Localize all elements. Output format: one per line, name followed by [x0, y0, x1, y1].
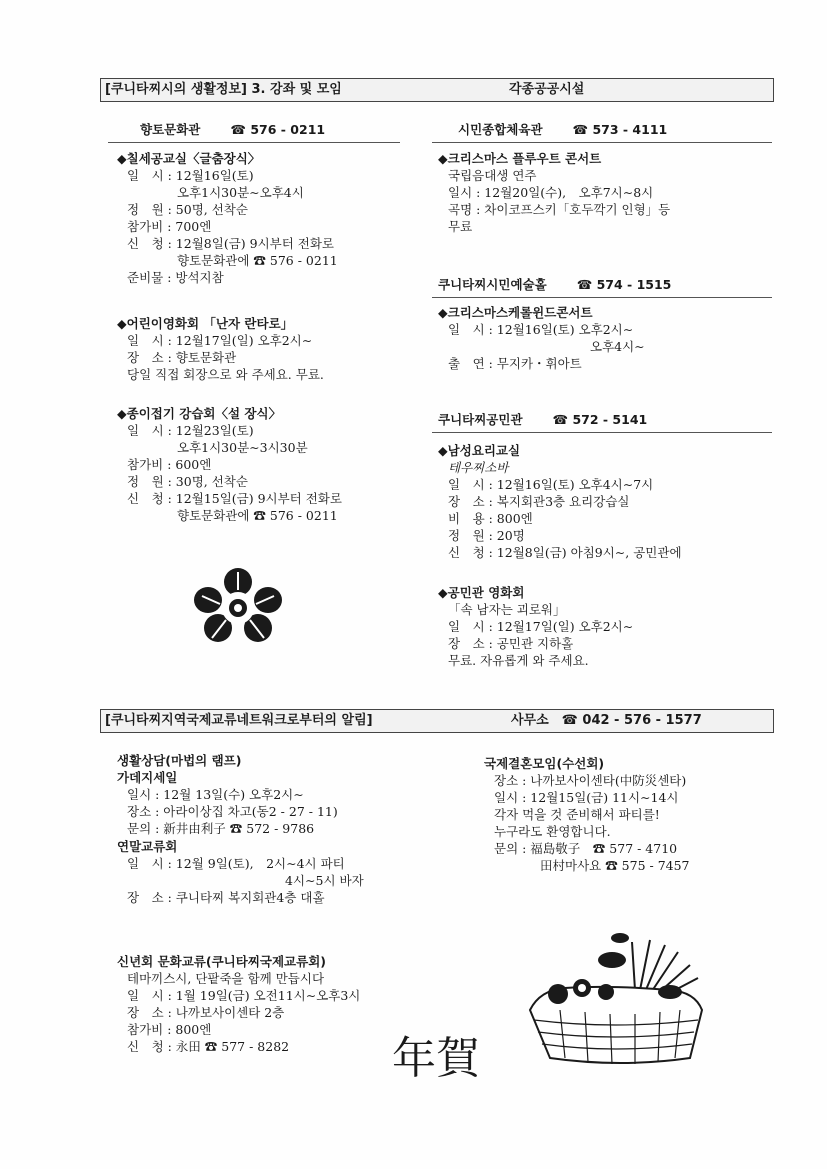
event-men-cooking [438, 442, 682, 561]
divider [432, 432, 772, 433]
event-line: 장 소 : 쿠니타찌 복지회관4층 대홀 [127, 890, 325, 905]
event-line: 일 시 : 12월23일(토) [127, 423, 254, 438]
event-title: ◆크리스마스케롤윈드콘서트 [438, 305, 593, 320]
event-line: 신 청 : 12월8일(금) 아침9시∼, 공민관에 [448, 545, 682, 560]
event-line: 신 청 : 12월8일(금) 9시부터 전화로 [127, 236, 334, 251]
event-new-year-culture [117, 953, 360, 1055]
event-line: 장 소 : 향토문화관 [127, 350, 237, 365]
event-kids-movie [117, 315, 324, 383]
section-header-living-info [100, 78, 774, 102]
header-title: [쿠니타찌지역국제교류네트워크로부터의 알림] [105, 713, 373, 728]
event-line: 테마끼스시, 단팥죽을 함께 만듭시다 [127, 971, 325, 986]
event-line: 일 시 : 12월17일(일) 오후2시∼ [127, 333, 313, 348]
event-community-movie [438, 584, 633, 669]
event-title: ◆남성요리교실 [438, 443, 521, 458]
divider [432, 297, 772, 298]
event-title: ◆어린이영화회 「난자 란타로」 [117, 316, 294, 331]
event-line: 문의 : 新井由利子 ☎ 572 - 9786 [127, 821, 315, 836]
divider [108, 142, 400, 143]
event-line: 일 시 : 12월 9일(토), 2시∼4시 파티 [127, 856, 345, 871]
facility-name: 향토문화관 [140, 122, 201, 137]
facility-tel: ☎ 572 - 5141 [552, 412, 648, 427]
event-line: 「속 남자는 괴로워」 [448, 602, 566, 617]
event-line: 문의 : 福島敬子 ☎ 577 - 4710 [494, 841, 678, 856]
event-line: 정 원 : 20명 [448, 528, 525, 543]
event-line: 장 소 : 복지회관3층 요리강습실 [448, 494, 630, 509]
event-origami [117, 405, 342, 524]
event-line: 장 소 : 공민관 지하홀 [448, 636, 574, 651]
event-line: 준비물 : 방석지참 [127, 270, 224, 285]
event-carol-concert [438, 304, 645, 372]
header-title: [쿠니타찌시의 생활정보] 3. 강좌 및 모임 [105, 82, 342, 97]
facility-heading-gym [458, 120, 667, 138]
facility-heading-community-center [438, 410, 647, 428]
event-line: 일시 : 12월20일(수), 오후7시∼8시 [448, 185, 654, 200]
header-office-tel: 사무소 ☎ 042 - 576 - 1577 [511, 713, 702, 728]
event-line: 신 청 : 永田 ☎ 577 - 8282 [127, 1039, 290, 1054]
event-line: 정 원 : 30명, 선착순 [127, 474, 248, 489]
event-line: 정 원 : 50명, 선착순 [127, 202, 248, 217]
event-line: 참가비 : 700엔 [127, 219, 212, 234]
flower-ornament-icon [190, 568, 286, 646]
event-title: ◆크리스마스 플루우트 콘서트 [438, 151, 602, 166]
event-line: 비 용 : 800엔 [448, 511, 533, 526]
event-line: 오후1시30분∼오후4시 [177, 185, 304, 200]
event-title: 신년회 문화교류(쿠니타찌국제교류회) [117, 954, 326, 969]
facility-tel: ☎ 573 - 4111 [572, 122, 668, 137]
event-line: 당일 직접 회장으로 와 주세요. 무료. [127, 367, 324, 382]
event-line: 일 시 : 12월16일(토) [127, 168, 254, 183]
event-title: 생활상담(마법의 램프) [117, 753, 242, 768]
facility-name: 쿠니타찌시민예술홀 [438, 277, 547, 292]
event-line: 일 시 : 12월16일(토) 오후2시∼ [448, 322, 634, 337]
event-line: 일 시 : 12월17일(일) 오후2시∼ [448, 619, 634, 634]
header-public-facilities: 각종공공시설 [509, 82, 585, 97]
event-line: 장소 : 나까보사이센타(中防災센타) [494, 773, 687, 788]
facility-heading-local-museum [140, 120, 325, 138]
event-line: 신 청 : 12월15일(금) 9시부터 전화로 [127, 491, 342, 506]
event-line: 곡명 : 차이코프스키「호두깍기 인형」등 [448, 202, 671, 217]
event-title: 국제결혼모임(수선회) [484, 756, 605, 771]
event-line: 누구라도 환영합니다. [494, 824, 611, 839]
event-line: 일시 : 12월15일(금) 11시∼14시 [494, 790, 679, 805]
facility-name: 쿠니타찌공민관 [438, 412, 523, 427]
event-line: 무료 [448, 219, 473, 234]
event-line: 향토문화관에 ☎ 576 - 0211 [177, 508, 338, 523]
event-line: 참가비 : 800엔 [127, 1022, 212, 1037]
event-line: 일시 : 12월 13일(수) 오후2시∼ [127, 787, 304, 802]
new-year-greeting: 年賀 [392, 1033, 480, 1084]
event-line: 일 시 : 1월 19일(금) 오전11시∼오후3시 [127, 988, 361, 1003]
event-line: 각자 먹을 것 준비해서 파티를! [494, 807, 660, 822]
event-line: 테우찌소바 [448, 460, 509, 475]
divider [432, 142, 772, 143]
event-flute-concert [438, 150, 670, 235]
event-line: 출 연 : 무지카・휘아트 [448, 356, 582, 371]
event-line: 무료. 자유롭게 와 주세요. [448, 653, 589, 668]
event-intl-marriage-group [484, 755, 690, 874]
event-line: 장소 : 아라이상집 차고(동2 - 27 - 11) [127, 804, 338, 819]
event-title: ◆칠세공교실〈글춤장식〉 [117, 151, 261, 166]
event-line: 향토문화관에 ☎ 576 - 0211 [177, 253, 338, 268]
event-life-consultation [117, 752, 338, 837]
event-line: 오후4시∼ [590, 339, 645, 354]
facility-tel: ☎ 576 - 0211 [230, 122, 326, 137]
event-lacquer-class [117, 150, 338, 286]
event-year-end-party [117, 838, 364, 906]
section-header-international-network [100, 709, 774, 733]
facility-tel: ☎ 574 - 1515 [576, 277, 672, 292]
event-line: 오후1시30분∼3시30분 [177, 440, 308, 455]
event-line: 일 시 : 12월16일(토) 오후4시∼7시 [448, 477, 654, 492]
event-line: 장 소 : 나까보사이센타 2층 [127, 1005, 285, 1020]
facility-heading-arts-hall [438, 275, 671, 293]
event-line: 국립음대생 연주 [448, 168, 537, 183]
event-title: ◆종이접기 강습회〈설 장식〉 [117, 406, 282, 421]
event-line: 4시∼5시 바자 [285, 873, 364, 888]
event-title: ◆공민관 영화회 [438, 585, 525, 600]
event-line: 참가비 : 600엔 [127, 457, 212, 472]
event-title: 연말교류회 [117, 839, 178, 854]
vegetable-basket-icon [520, 930, 710, 1070]
event-subtitle: 가데지세일 [117, 770, 178, 785]
facility-name: 시민종합체육관 [458, 122, 543, 137]
event-line: 田村마사요 ☎ 575 - 7457 [540, 858, 690, 873]
